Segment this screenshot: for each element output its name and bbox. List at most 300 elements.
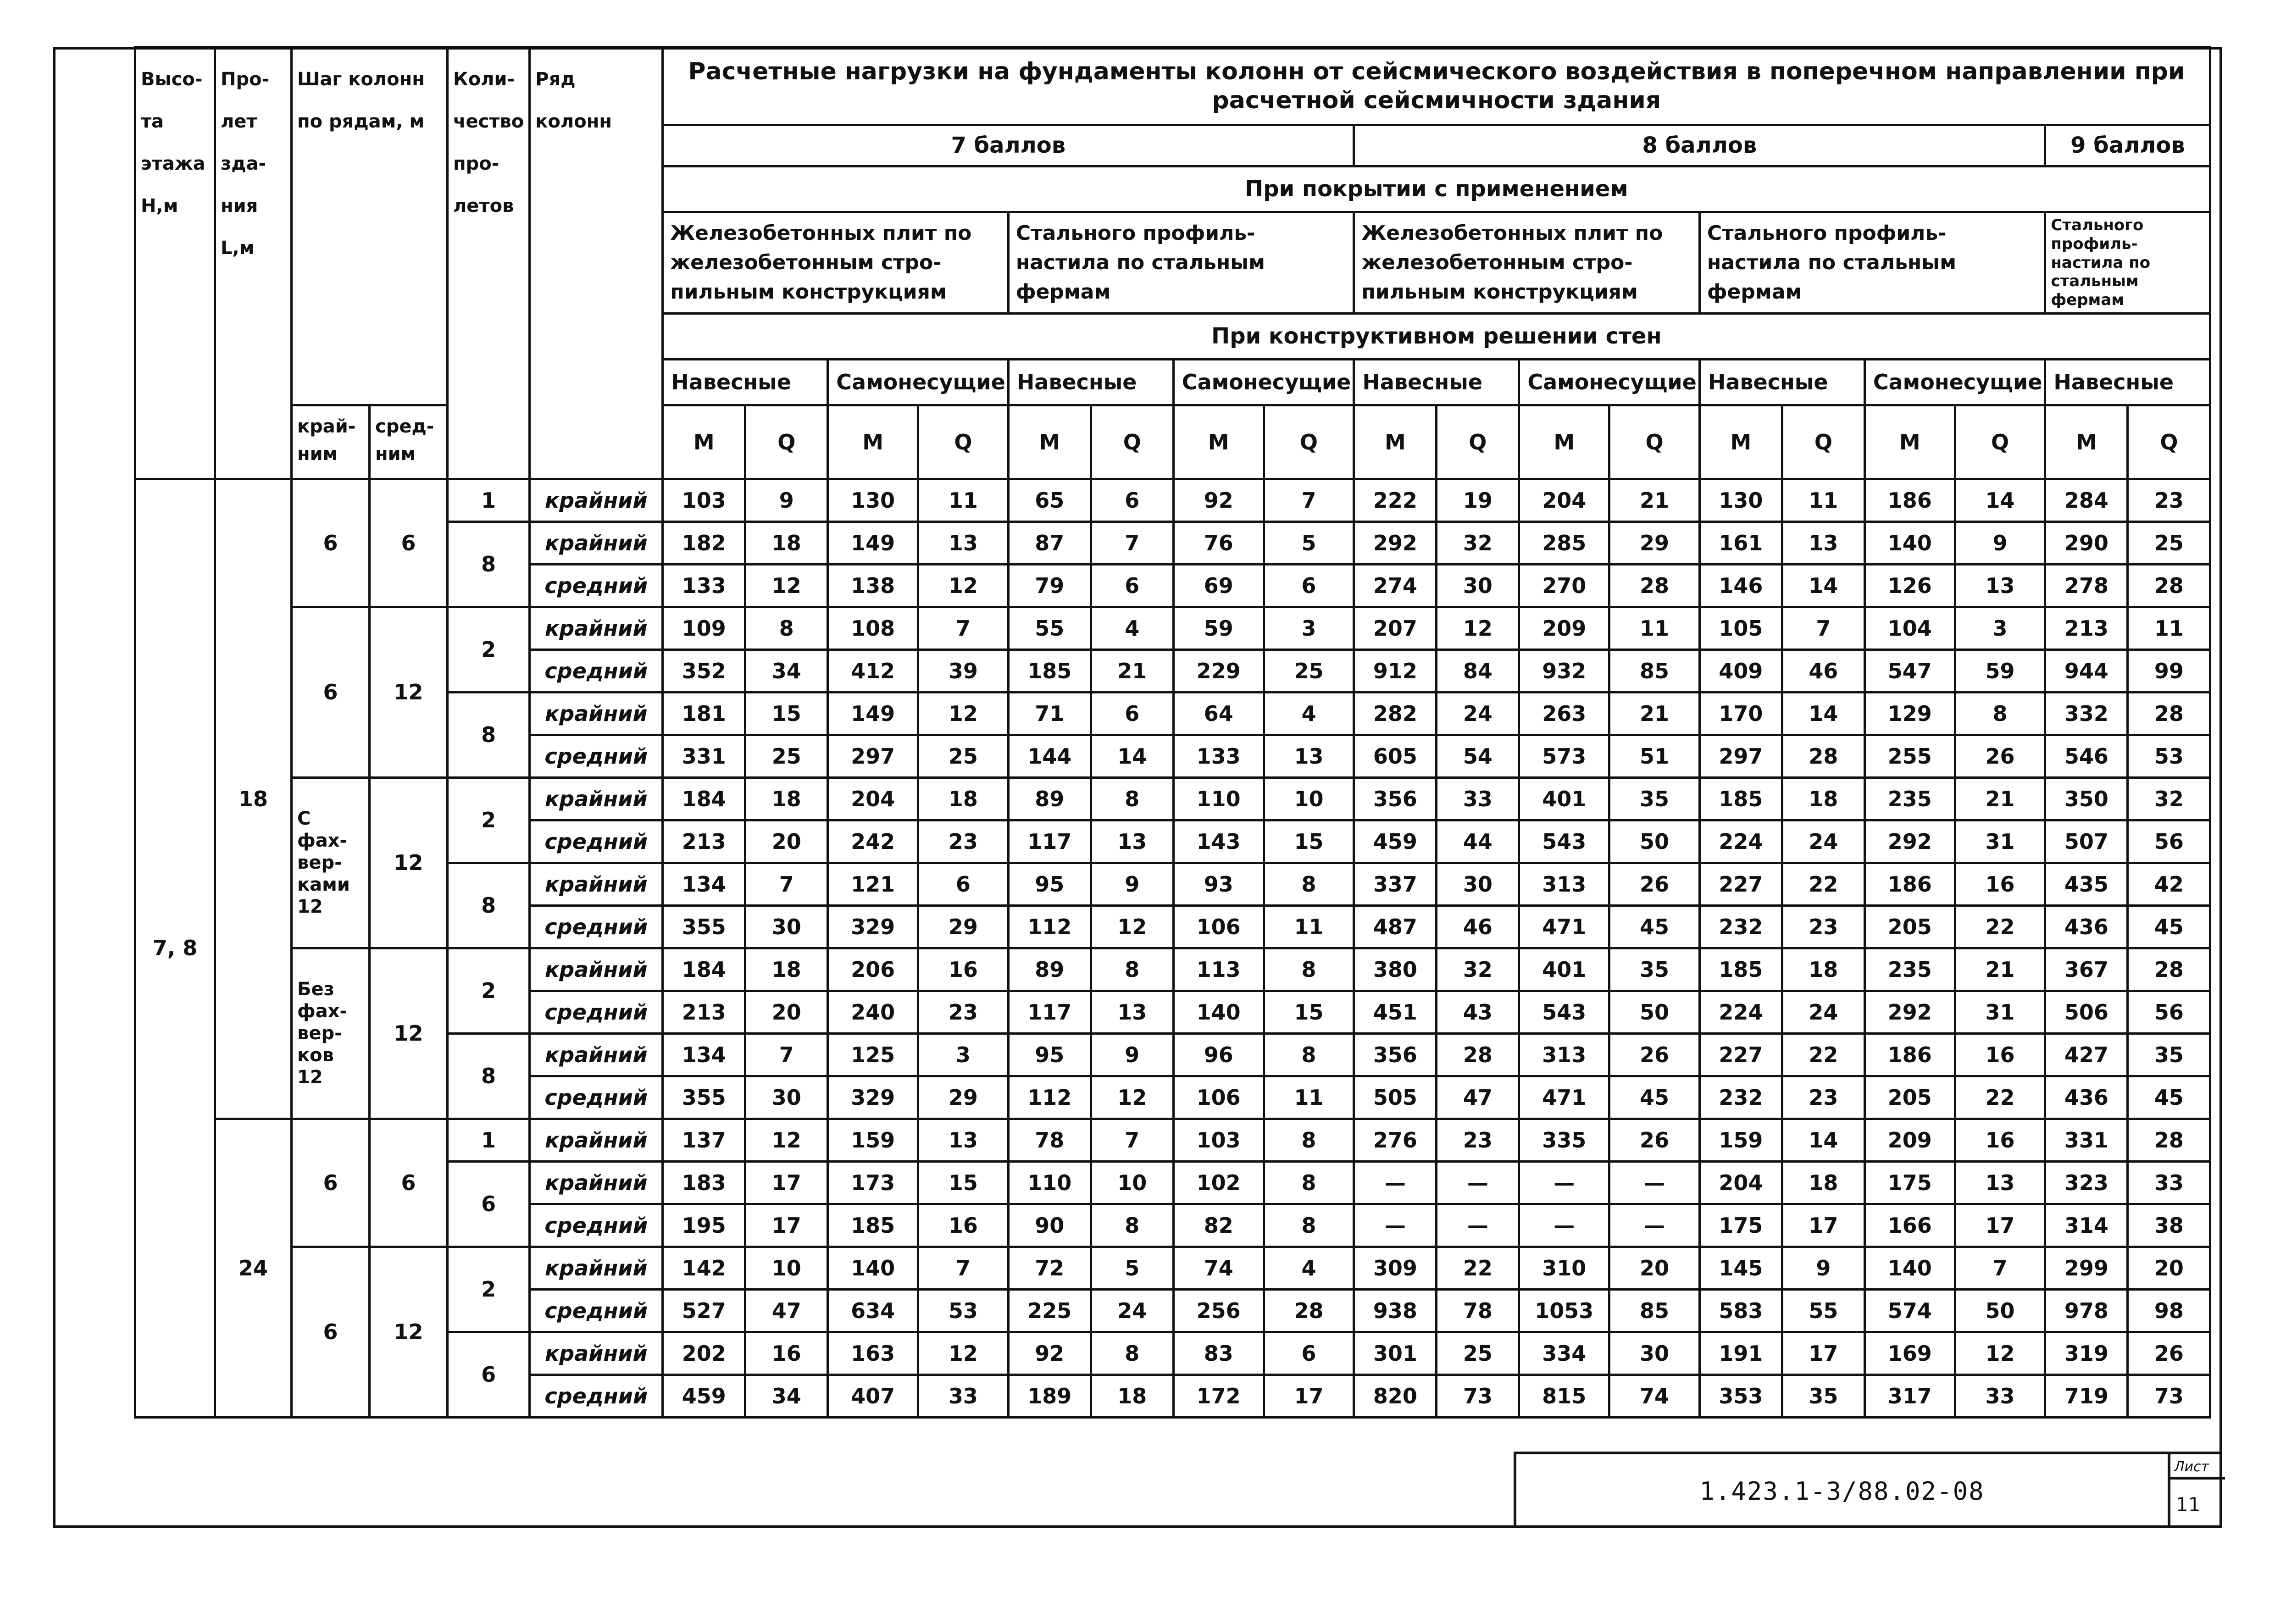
shear-value: 14 [1091, 735, 1173, 777]
moment-value: 71 [1008, 692, 1091, 735]
shear-value: 8 [1264, 1033, 1354, 1076]
moment-value: 332 [2045, 692, 2128, 735]
shear-value: 17 [1782, 1332, 1864, 1375]
moment-value: — [1354, 1204, 1437, 1247]
span-count: 8 [448, 692, 530, 777]
moment-value: 436 [2045, 905, 2128, 948]
moment-value: 232 [1699, 1076, 1782, 1119]
shear-value: 10 [1091, 1161, 1173, 1204]
moment-value: 337 [1354, 863, 1437, 905]
shear-value: 14 [1955, 479, 2045, 521]
shear-value: 23 [918, 820, 1009, 863]
column-row-label: крайний [530, 1033, 663, 1076]
header-8-ball: 8 баллов [1354, 125, 2045, 166]
shear-value: 26 [1609, 1033, 1700, 1076]
shear-value: 23 [1437, 1119, 1519, 1161]
moment-value: 175 [1864, 1161, 1955, 1204]
moment-value: 329 [828, 1076, 918, 1119]
moment-value: 229 [1173, 649, 1264, 692]
span-count: 2 [448, 1247, 530, 1332]
moment-value: 235 [1864, 777, 1955, 820]
moment-value: 102 [1173, 1161, 1264, 1204]
wall-hang: Навесные [1008, 359, 1173, 405]
header-7-ball: 7 баллов [663, 125, 1354, 166]
moment-value: 191 [1699, 1332, 1782, 1375]
moment-value: 471 [1519, 905, 1609, 948]
shear-value: 12 [918, 1332, 1009, 1375]
shear-value: 34 [745, 1375, 828, 1417]
shear-value: 32 [1437, 948, 1519, 991]
step-edge: 6 [292, 1119, 370, 1247]
moment-value: 87 [1008, 521, 1091, 564]
column-row-label: крайний [530, 692, 663, 735]
shear-value: 22 [1782, 1033, 1864, 1076]
wall-self: Самонесущие [828, 359, 1009, 405]
moment-value: 140 [1864, 521, 1955, 564]
moment-value: 436 [2045, 1076, 2128, 1119]
moment-value: 104 [1864, 607, 1955, 649]
shear-value: 13 [1264, 735, 1354, 777]
shear-value: 11 [2128, 607, 2210, 649]
moment-value: 170 [1699, 692, 1782, 735]
shear-value: 30 [1437, 863, 1519, 905]
moment-value: 543 [1519, 820, 1609, 863]
column-row-label: крайний [530, 777, 663, 820]
shear-value: 25 [918, 735, 1009, 777]
moment-value: 301 [1354, 1332, 1437, 1375]
step-edge: 6 [292, 1247, 370, 1417]
col-step-header: Шаг колонн по рядам, м [292, 47, 448, 405]
shear-value: 25 [1437, 1332, 1519, 1375]
moment-value: 412 [828, 649, 918, 692]
shear-value: 84 [1437, 649, 1519, 692]
shear-value: 14 [1782, 692, 1864, 735]
moment-value: 186 [1864, 863, 1955, 905]
moment-value: 227 [1699, 1033, 1782, 1076]
moment-value: 108 [828, 607, 918, 649]
moment-value: 184 [663, 777, 745, 820]
shear-value: 11 [1264, 1076, 1354, 1119]
span-count: 1 [448, 1119, 530, 1161]
sheet-number: 11 [2176, 1493, 2201, 1516]
span-value: 18 [215, 479, 292, 1119]
shear-value: 28 [1264, 1289, 1354, 1332]
q-header: Q [1264, 405, 1354, 479]
moment-value: 506 [2045, 991, 2128, 1033]
moment-value: 334 [1519, 1332, 1609, 1375]
column-row-label: средний [530, 905, 663, 948]
m-header: M [1354, 405, 1437, 479]
moment-value: 181 [663, 692, 745, 735]
step-edge-fach: С фах-вер-ками 12 [292, 777, 370, 948]
moment-value: 206 [828, 948, 918, 991]
wall-hang: Навесные [1699, 359, 1864, 405]
moment-value: 314 [2045, 1204, 2128, 1247]
column-row-label: средний [530, 820, 663, 863]
column-row-label: крайний [530, 607, 663, 649]
moment-value: — [1519, 1161, 1609, 1204]
moment-value: 309 [1354, 1247, 1437, 1289]
shear-value: 6 [1264, 1332, 1354, 1375]
moment-value: 83 [1173, 1332, 1264, 1375]
shear-value: 39 [918, 649, 1009, 692]
shear-value: 55 [1782, 1289, 1864, 1332]
shear-value: 34 [745, 649, 828, 692]
shear-value: 3 [1955, 607, 2045, 649]
shear-value: 11 [1782, 479, 1864, 521]
column-row-label: крайний [530, 1161, 663, 1204]
moment-value: 113 [1173, 948, 1264, 991]
moment-value: 125 [828, 1033, 918, 1076]
moment-value: 285 [1519, 521, 1609, 564]
shear-value: 8 [745, 607, 828, 649]
moment-value: 605 [1354, 735, 1437, 777]
moment-value: 209 [1519, 607, 1609, 649]
moment-value: 89 [1008, 777, 1091, 820]
shear-value: 24 [1091, 1289, 1173, 1332]
shear-value: 22 [1955, 905, 2045, 948]
moment-value: 290 [2045, 521, 2128, 564]
shear-value: 59 [1955, 649, 2045, 692]
m-header: M [1173, 405, 1264, 479]
shear-value: 32 [2128, 777, 2210, 820]
shear-value: 7 [1091, 521, 1173, 564]
moment-value: 274 [1354, 564, 1437, 607]
shear-value: 25 [2128, 521, 2210, 564]
moment-value: 583 [1699, 1289, 1782, 1332]
shear-value: 18 [1782, 948, 1864, 991]
moment-value: 634 [828, 1289, 918, 1332]
moment-value: 297 [1699, 735, 1782, 777]
moment-value: 459 [663, 1375, 745, 1417]
column-row-label: крайний [530, 1119, 663, 1161]
moment-value: 235 [1864, 948, 1955, 991]
shear-value: 29 [918, 905, 1009, 948]
walls-header: При конструктивном решении стен [663, 313, 2210, 359]
moment-value: 355 [663, 1076, 745, 1119]
shear-value: 12 [745, 564, 828, 607]
moment-value: 224 [1699, 991, 1782, 1033]
shear-value: 4 [1091, 607, 1173, 649]
moment-value: 189 [1008, 1375, 1091, 1417]
shear-value: 6 [1264, 564, 1354, 607]
shear-value: 10 [745, 1247, 828, 1289]
moment-value: 126 [1864, 564, 1955, 607]
shear-value: 28 [2128, 1119, 2210, 1161]
moment-value: 146 [1699, 564, 1782, 607]
shear-value: 13 [918, 1119, 1009, 1161]
shear-value: 18 [745, 521, 828, 564]
shear-value: 20 [2128, 1247, 2210, 1289]
moment-value: 323 [2045, 1161, 2128, 1204]
moment-value: 204 [828, 777, 918, 820]
moment-value: 222 [1354, 479, 1437, 521]
column-row-label: крайний [530, 948, 663, 991]
moment-value: 317 [1864, 1375, 1955, 1417]
shear-value: 24 [1437, 692, 1519, 735]
moment-value: 278 [2045, 564, 2128, 607]
column-row-label: средний [530, 1289, 663, 1332]
m-header: M [1008, 405, 1091, 479]
shear-value: — [1437, 1204, 1519, 1247]
shear-value: 53 [2128, 735, 2210, 777]
moment-value: 719 [2045, 1375, 2128, 1417]
shear-value: 13 [1955, 1161, 2045, 1204]
shear-value: 7 [1264, 479, 1354, 521]
shear-value: 5 [1091, 1247, 1173, 1289]
shear-value: 30 [745, 905, 828, 948]
span-count: 6 [448, 1332, 530, 1417]
moment-value: 225 [1008, 1289, 1091, 1332]
moment-value: 137 [663, 1119, 745, 1161]
shear-value: 28 [1782, 735, 1864, 777]
shear-value: 20 [745, 991, 828, 1033]
moment-value: 173 [828, 1161, 918, 1204]
moment-value: 185 [1008, 649, 1091, 692]
moment-value: 543 [1519, 991, 1609, 1033]
shear-value: 78 [1437, 1289, 1519, 1332]
shear-value: 7 [918, 1247, 1009, 1289]
shear-value: 26 [1955, 735, 2045, 777]
moment-value: 944 [2045, 649, 2128, 692]
moment-value: 331 [663, 735, 745, 777]
moment-value: 574 [1864, 1289, 1955, 1332]
shear-value: 38 [2128, 1204, 2210, 1247]
shear-value: 33 [918, 1375, 1009, 1417]
shear-value: 8 [1264, 1119, 1354, 1161]
shear-value: 8 [1091, 777, 1173, 820]
shear-value: 8 [1264, 948, 1354, 991]
shear-value: 18 [918, 777, 1009, 820]
shear-value: 47 [1437, 1076, 1519, 1119]
shear-value: 56 [2128, 820, 2210, 863]
moment-value: 350 [2045, 777, 2128, 820]
shear-value: 9 [745, 479, 828, 521]
column-row-label: средний [530, 735, 663, 777]
column-row-label: средний [530, 1076, 663, 1119]
shear-value: 7 [918, 607, 1009, 649]
shear-value: 45 [2128, 1076, 2210, 1119]
moment-value: 106 [1173, 905, 1264, 948]
moment-value: 112 [1008, 1076, 1091, 1119]
col-span-header: Про-лет зда-ния L,м [215, 47, 292, 479]
shear-value: 28 [2128, 692, 2210, 735]
shear-value: 30 [1609, 1332, 1700, 1375]
shear-value: 20 [1609, 1247, 1700, 1289]
shear-value: 7 [745, 1033, 828, 1076]
moment-value: 130 [828, 479, 918, 521]
shear-value: 21 [1609, 692, 1700, 735]
table-title: Расчетные нагрузки на фундаменты колонн от сейсмического воздействия в поперечном направлении при расчетной сейсмичности здания [663, 47, 2210, 125]
wall-hang: Навесные [1354, 359, 1519, 405]
moment-value: 145 [1699, 1247, 1782, 1289]
moment-value: 140 [828, 1247, 918, 1289]
span-count: 8 [448, 863, 530, 948]
m-header: M [2045, 405, 2128, 479]
moment-value: 242 [828, 820, 918, 863]
shear-value: 12 [1955, 1332, 2045, 1375]
shear-value: 35 [2128, 1033, 2210, 1076]
q-header: Q [1091, 405, 1173, 479]
span-count: 2 [448, 948, 530, 1033]
load-table [134, 46, 2211, 1419]
moment-value: 1053 [1519, 1289, 1609, 1332]
moment-value: 166 [1864, 1204, 1955, 1247]
m-header: M [663, 405, 745, 479]
shear-value: 13 [1091, 991, 1173, 1033]
col-height-header: Высо-та этажа H,м [135, 47, 215, 479]
moment-value: 487 [1354, 905, 1437, 948]
shear-value: 21 [1609, 479, 1700, 521]
moment-value: 284 [2045, 479, 2128, 521]
cover-rc-7: Железобетонных плит по железобетонным стро-пильным конструкциям [663, 212, 1009, 314]
moment-value: 232 [1699, 905, 1782, 948]
shear-value: 18 [745, 948, 828, 991]
shear-value: 7 [1091, 1119, 1173, 1161]
shear-value: 29 [1609, 521, 1700, 564]
step-mid: 6 [370, 479, 448, 607]
moment-value: 213 [663, 991, 745, 1033]
moment-value: 186 [1864, 1033, 1955, 1076]
wall-self: Самонесущие [1173, 359, 1354, 405]
column-row-label: крайний [530, 479, 663, 521]
shear-value: 9 [1782, 1247, 1864, 1289]
moment-value: 134 [663, 863, 745, 905]
step-edge-nofach: Без фах-вер-ков 12 [292, 948, 370, 1119]
moment-value: 932 [1519, 649, 1609, 692]
moment-value: — [1354, 1161, 1437, 1204]
moment-value: 82 [1173, 1204, 1264, 1247]
column-row-label: средний [530, 1204, 663, 1247]
m-header: M [1519, 405, 1609, 479]
shear-value: 31 [1955, 991, 2045, 1033]
col-count-header: Коли-чество про-летов [448, 47, 530, 479]
moment-value: 380 [1354, 948, 1437, 991]
shear-value: 46 [1437, 905, 1519, 948]
moment-value: 169 [1864, 1332, 1955, 1375]
cover-steel-7: Стального профиль-настила по стальным фермам [1008, 212, 1354, 314]
shear-value: 18 [1782, 777, 1864, 820]
moment-value: 527 [663, 1289, 745, 1332]
moment-value: 270 [1519, 564, 1609, 607]
shear-value: 14 [1782, 1119, 1864, 1161]
shear-value: 51 [1609, 735, 1700, 777]
shear-value: 15 [745, 692, 828, 735]
moment-value: 183 [663, 1161, 745, 1204]
moment-value: 209 [1864, 1119, 1955, 1161]
shear-value: 17 [1264, 1375, 1354, 1417]
moment-value: 912 [1354, 649, 1437, 692]
q-header: Q [1437, 405, 1519, 479]
m-header: M [1864, 405, 1955, 479]
moment-value: 299 [2045, 1247, 2128, 1289]
moment-value: 134 [663, 1033, 745, 1076]
column-row-label: средний [530, 564, 663, 607]
moment-value: 69 [1173, 564, 1264, 607]
span-count: 6 [448, 1161, 530, 1247]
moment-value: 213 [2045, 607, 2128, 649]
shear-value: 56 [2128, 991, 2210, 1033]
document-code: 1.423.1-3/88.02-08 [1699, 1477, 1985, 1506]
moment-value: 72 [1008, 1247, 1091, 1289]
shear-value: 11 [1609, 607, 1700, 649]
moment-value: 110 [1173, 777, 1264, 820]
shear-value: 47 [745, 1289, 828, 1332]
shear-value: 12 [918, 692, 1009, 735]
shear-value: 45 [1609, 905, 1700, 948]
q-header: Q [2128, 405, 2210, 479]
shear-value: 6 [1091, 479, 1173, 521]
shear-value: 54 [1437, 735, 1519, 777]
shear-value: 43 [1437, 991, 1519, 1033]
shear-value: 7 [1782, 607, 1864, 649]
moment-value: 451 [1354, 991, 1437, 1033]
moment-value: 112 [1008, 905, 1091, 948]
column-row-label: крайний [530, 1332, 663, 1375]
shear-value: 23 [1782, 905, 1864, 948]
moment-value: 103 [1173, 1119, 1264, 1161]
shear-value: 23 [918, 991, 1009, 1033]
moment-value: 109 [663, 607, 745, 649]
wall-self: Самонесущие [1864, 359, 2045, 405]
moment-value: — [1519, 1204, 1609, 1247]
moment-value: 205 [1864, 905, 1955, 948]
shear-value: 22 [1955, 1076, 2045, 1119]
shear-value: 11 [918, 479, 1009, 521]
moment-value: 938 [1354, 1289, 1437, 1332]
shear-value: 17 [1955, 1204, 2045, 1247]
moment-value: 407 [828, 1375, 918, 1417]
col-row-header: Ряд колонн [530, 47, 663, 479]
wall-hang: Навесные [2045, 359, 2210, 405]
shear-value: 6 [1091, 692, 1173, 735]
moment-value: 59 [1173, 607, 1264, 649]
shear-value: 15 [1264, 991, 1354, 1033]
span-count: 1 [448, 479, 530, 521]
moment-value: 353 [1699, 1375, 1782, 1417]
shear-value: 50 [1955, 1289, 2045, 1332]
moment-value: 205 [1864, 1076, 1955, 1119]
span-count: 2 [448, 777, 530, 863]
shear-value: 85 [1609, 1289, 1700, 1332]
cover-rc-8: Железобетонных плит по железобетонным стро-пильным конструкциям [1354, 212, 1700, 314]
shear-value: 8 [1955, 692, 2045, 735]
title-block [1514, 1452, 2222, 1528]
step-mid: 12 [370, 607, 448, 777]
moment-value: 96 [1173, 1033, 1264, 1076]
shear-value: — [1437, 1161, 1519, 1204]
shear-value: 29 [918, 1076, 1009, 1119]
moment-value: 143 [1173, 820, 1264, 863]
shear-value: — [1609, 1161, 1700, 1204]
moment-value: 471 [1519, 1076, 1609, 1119]
step-mid-header: сред-ним [370, 405, 448, 479]
shear-value: 35 [1609, 948, 1700, 991]
shear-value: 3 [1264, 607, 1354, 649]
moment-value: 175 [1699, 1204, 1782, 1247]
shear-value: 14 [1782, 564, 1864, 607]
shear-value: 19 [1437, 479, 1519, 521]
shear-value: 12 [918, 564, 1009, 607]
moment-value: 144 [1008, 735, 1091, 777]
moment-value: 202 [663, 1332, 745, 1375]
shear-value: 44 [1437, 820, 1519, 863]
moment-value: 149 [828, 521, 918, 564]
shear-value: 4 [1264, 1247, 1354, 1289]
moment-value: 573 [1519, 735, 1609, 777]
height-value: 7, 8 [135, 479, 215, 1417]
shear-value: 45 [2128, 905, 2210, 948]
